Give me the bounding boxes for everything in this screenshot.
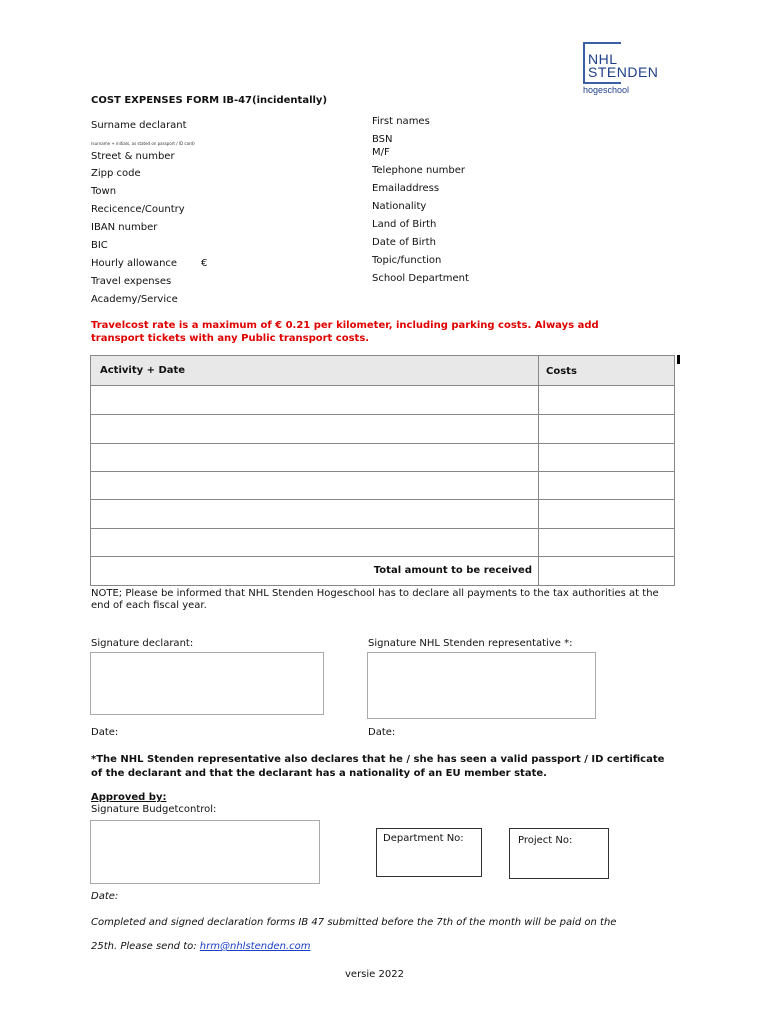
logo-line2: STENDEN <box>588 64 659 80</box>
table-row[interactable] <box>91 414 674 415</box>
project-no-box[interactable] <box>509 828 609 879</box>
table-row[interactable] <box>91 443 674 444</box>
department-no-box[interactable] <box>376 828 482 877</box>
label-department-no: Department No: <box>383 833 464 844</box>
label-nationality: Nationality <box>372 201 427 212</box>
label-land-of-birth: Land of Birth <box>372 219 437 230</box>
form-title: COST EXPENSES FORM IB-47(incidentally) <box>91 95 328 106</box>
label-bsn: BSN <box>372 134 393 145</box>
table-row[interactable] <box>91 471 674 472</box>
logo-line1: NHL <box>588 51 618 67</box>
footer-line1: Completed and signed declaration forms IB 47 submitted before the 7th of the month will be paid on the <box>91 917 617 928</box>
nhl-stenden-logo <box>583 42 693 98</box>
label-bic: BIC <box>91 240 108 251</box>
label-surname-hint: (surname + initials, as stated on passport / ID card) <box>91 141 195 146</box>
label-signature-budgetcontrol: Signature Budgetcontrol: <box>91 804 217 815</box>
label-zipp: Zipp code <box>91 168 141 179</box>
label-iban: IBAN number <box>91 222 158 233</box>
table-row[interactable] <box>91 499 674 500</box>
logo-subtitle: hogeschool <box>583 85 630 95</box>
label-travel: Travel expenses <box>91 276 172 287</box>
version-label: versie 2022 <box>345 969 404 980</box>
footer-line2 <box>91 941 310 952</box>
label-date-of-birth: Date of Birth <box>372 237 436 248</box>
total-amount-label: Total amount to be received <box>373 565 532 576</box>
label-project-no: Project No: <box>518 835 573 846</box>
label-first-names: First names <box>372 116 430 127</box>
signature-representative-box[interactable] <box>367 652 596 719</box>
label-signature-representative: Signature NHL Stenden representative *: <box>368 638 573 649</box>
label-date-representative: Date: <box>368 727 396 738</box>
header-costs: Costs <box>546 366 577 377</box>
table-corner-mark <box>677 355 680 364</box>
label-topic: Topic/function <box>372 255 442 266</box>
travelcost-notice: Travelcost rate is a maximum of € 0.21 per kilometer, including parking costs. Always add transport tickets with any Public transport costs. <box>91 320 599 344</box>
label-residence: Recicence/Country <box>91 204 185 215</box>
signature-budgetcontrol-box[interactable] <box>90 820 320 884</box>
label-school-department: School Department <box>372 273 469 284</box>
label-academy: Academy/Service <box>91 294 178 305</box>
label-telephone: Telephone number <box>372 165 465 176</box>
representative-declaration-note: *The NHL Stenden representative also declares that he / she has seen a valid passport / ID certificate of the declarant and that the declarant has a nationality of an EU member state. <box>91 754 665 779</box>
signature-declarant-box[interactable] <box>90 652 324 715</box>
label-street: Street & number <box>91 151 175 162</box>
label-surname: Surname declarant <box>91 120 187 131</box>
table-row[interactable] <box>91 556 674 557</box>
label-approval-date: Date: <box>91 891 119 902</box>
label-town: Town <box>91 186 117 197</box>
header-activity-date: Activity + Date <box>100 365 186 376</box>
table-header <box>91 356 674 386</box>
label-date-declarant: Date: <box>91 727 119 738</box>
table-row[interactable] <box>91 528 674 529</box>
label-mf: M/F <box>372 147 390 158</box>
footer-send-to: 25th. Please send to: <box>91 941 200 952</box>
expenses-table <box>90 355 675 586</box>
label-hourly: Hourly allowance <box>91 258 178 269</box>
tax-note: NOTE; Please be informed that NHL Stenden Hogeschool has to declare all payments to the tax authorities at the end of each fiscal year. <box>91 588 659 611</box>
label-email: Emailaddress <box>372 183 440 194</box>
label-signature-declarant: Signature declarant: <box>91 638 194 649</box>
approved-by-heading: Approved by: <box>91 792 167 803</box>
euro-sign: € <box>201 258 208 269</box>
hrm-email-link[interactable]: hrm@nhlstenden.com <box>199 941 311 952</box>
